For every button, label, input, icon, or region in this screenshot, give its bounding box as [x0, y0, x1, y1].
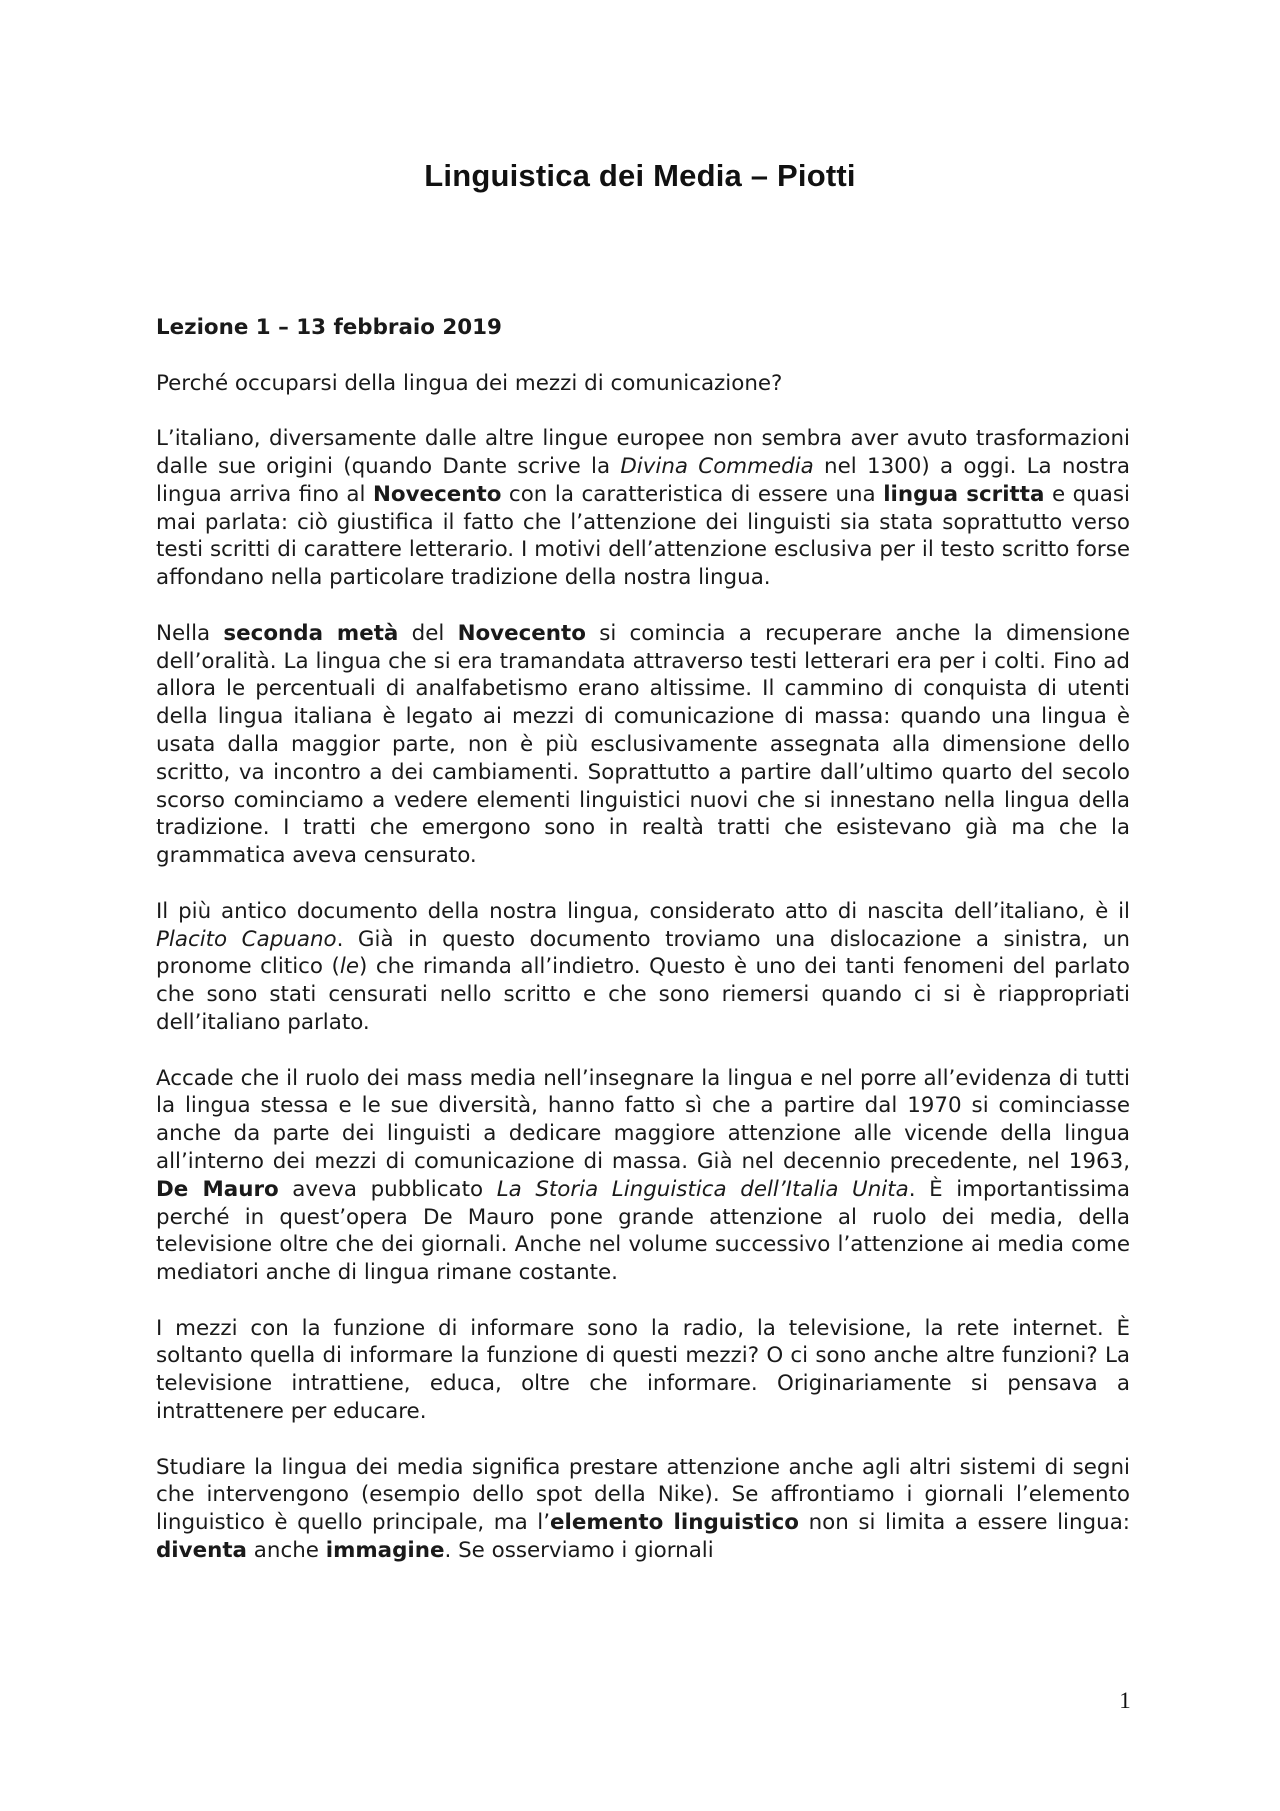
italic-text: Divina Commedia [620, 453, 814, 479]
bold-text: immagine [325, 1538, 445, 1564]
italic-text: Placito Capuano [156, 926, 337, 952]
text-run: L’italiano, diversamente dalle altre lingue europee non sembra aver avuto trasformazioni dalle sue origini (quando Dante scrive la [156, 426, 1130, 479]
text-run: . Già in questo documento troviamo una dislocazione a sinistra, un pronome clitico ( [156, 926, 1130, 980]
body-paragraph [156, 425, 1130, 592]
italic-text: le [339, 954, 359, 980]
page-number: 1 [1119, 1688, 1131, 1713]
text-run: ) che rimanda all’indietro. Questo è uno dei tanti fenomeni del parlato che sono stati censurati nello scritto e che sono riemersi quando ci si è riappropriati dell’italiano parlato. [156, 954, 1131, 1035]
body-paragraph [156, 370, 1130, 398]
text-run: del [398, 620, 458, 646]
bold-text: elemento linguistico [550, 1510, 799, 1536]
document-title: Linguistica dei Media – Piotti [424, 158, 856, 193]
bold-text: lingua scritta [883, 481, 1045, 507]
text-run: aveva pubblicato [278, 1176, 497, 1202]
italic-text: La Storia Linguistica dell’Italia Unita [496, 1176, 909, 1202]
text-run: anche [246, 1538, 326, 1564]
lesson-heading: Lezione 1 – 13 febbraio 2019 [156, 315, 502, 340]
text-run: nel 1300) a oggi. La nostra lingua arriva fino al [156, 453, 1131, 507]
body-paragraph [156, 1065, 1130, 1287]
text-run: Accade che il ruolo dei mass media nell’insegnare la lingua e nel porre all’evidenza di tutti la lingua stessa e le sue diversità, hanno fatto sì che a partire dal 1970 si cominciasse anche da parte dei linguisti a dedicare maggiore attenzione alle vicende della lingua all’interno dei mezzi di comunicazione di massa. Già nel decennio precedente, nel 1963, [156, 1065, 1130, 1174]
bold-text: diventa [156, 1538, 247, 1564]
document-body [156, 314, 1130, 1593]
text-run: con la caratteristica di essere una [501, 481, 884, 507]
bold-text: De Mauro [156, 1176, 279, 1202]
text-run: Perché occuparsi della lingua dei mezzi di comunicazione? [156, 370, 783, 396]
body-paragraph [156, 898, 1130, 1037]
text-run: Il più antico documento della nostra lingua, considerato atto di nascita dell’italiano, è il [156, 898, 1130, 924]
text-run: si comincia a recuperare anche la dimensione dell’oralità. La lingua che si era tramandata attraverso testi letterari era per i colti. Fino ad allora le percentuali di analfabetismo erano altissime. Il cammino di conquista di utenti della lingua italiana è legato ai mezzi di comunicazione di massa: quando una lingua è usata dalla maggior parte, non è più esclusivamente assegnata alla dimensione dello scritto, va incontro a dei cambiamenti. Soprattutto a partire dall’ultimo quarto del secolo scorso cominciamo a vedere elementi linguistici nuovi che si innestano nella lingua della tradizione. I tratti che emergono sono in realtà tratti che esistevano già ma che la grammatica aveva censurato. [156, 620, 1130, 869]
paragraph-container [156, 370, 1130, 1565]
body-paragraph [156, 1454, 1130, 1565]
text-run: . È importantissima perché in quest’opera De Mauro pone grande attenzione al ruolo dei media, della televisione oltre che dei giornali. Anche nel volume successivo l’attenzione ai media come mediatori anche di lingua rimane costante. [156, 1176, 1130, 1286]
text-run: e quasi mai parlata: ciò giustifica il fatto che l’attenzione dei linguisti sia stata soprattutto verso testi scritti di carattere letterario. I motivi dell’attenzione esclusiva per il testo scritto forse affondano nella particolare tradizione della nostra lingua. [156, 481, 1130, 591]
text-run: non si limita a essere lingua: [798, 1510, 1131, 1536]
text-run: Nella [156, 620, 224, 646]
bold-text: Novecento [457, 620, 586, 646]
body-paragraph [156, 620, 1130, 870]
text-run: . Se osserviamo i giornali [444, 1538, 714, 1564]
body-paragraph [156, 1315, 1130, 1426]
bold-text: Novecento [373, 481, 502, 507]
bold-text: seconda metà [223, 620, 399, 646]
text-run: Studiare la lingua dei media significa prestare attenzione anche agli altri sistemi di segni che intervengono (esempio dello spot della Nike). Se affrontiamo i giornali l’elemento linguistico è quello principale, ma l’ [156, 1454, 1130, 1536]
text-run: I mezzi con la funzione di informare sono la radio, la televisione, la rete internet. È soltanto quella di informare la funzione di questi mezzi? O ci sono anche altre funzioni? La televisione intrattiene, educa, oltre che informare. Originariamente si pensava a intrattenere per educare. [156, 1315, 1130, 1425]
